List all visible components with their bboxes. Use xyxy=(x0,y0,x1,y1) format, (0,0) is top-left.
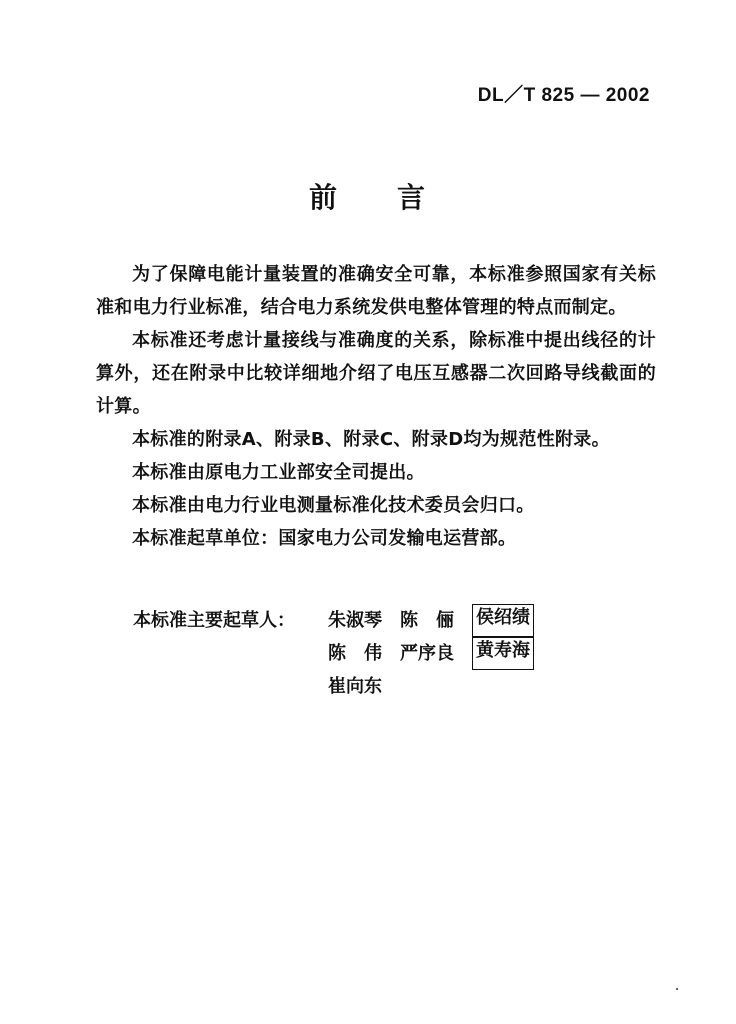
title-char-1: 前 xyxy=(308,181,339,214)
drafter-name: 严序良 xyxy=(400,643,454,664)
paragraph-committee: 本标准由电力行业电测量标准化技术委员会归口。 xyxy=(132,495,535,516)
drafter-name: 陈 伟 xyxy=(328,643,382,664)
scan-speck xyxy=(676,988,678,990)
drafters-row-2 xyxy=(133,637,534,670)
paragraph-purpose: 为了保障电能计量装置的准确安全可靠，本标准参照国家有关标准和电力行业标准，结合电力系统发供电整体管理的特点而制定。 xyxy=(96,264,656,318)
paragraph-appendix: 本标准的附录A、附录B、附录C、附录D均为规范性附录。 xyxy=(132,429,610,450)
drafter-name: 陈 俪 xyxy=(400,610,454,631)
drafter-name: 朱淑琴 xyxy=(328,610,382,631)
drafters-row-1 xyxy=(133,604,534,637)
drafter-name-boxed: 侯绍绩 xyxy=(472,604,534,637)
document-code: DL／T 825 — 2002 xyxy=(477,85,650,106)
paragraph-calculation: 本标准还考虑计量接线与准确度的关系，除标准中提出线径的计算外，还在附录中比较详细地介绍了电压互感器二次回路导线截面的计算。 xyxy=(96,330,656,417)
drafters-list xyxy=(133,604,534,703)
paragraph-proposer: 本标准由原电力工业部安全司提出。 xyxy=(132,462,425,483)
drafter-name: 崔向东 xyxy=(328,676,382,697)
drafters-row-3 xyxy=(133,670,534,703)
drafter-name-boxed: 黄寿海 xyxy=(472,637,534,670)
page-title xyxy=(0,176,736,216)
foreword-body xyxy=(96,258,656,555)
drafters-label: 本标准主要起草人： xyxy=(133,610,295,631)
paragraph-drafting-unit: 本标准起草单位：国家电力公司发输电运营部。 xyxy=(132,528,517,549)
title-char-2: 言 xyxy=(397,181,428,214)
